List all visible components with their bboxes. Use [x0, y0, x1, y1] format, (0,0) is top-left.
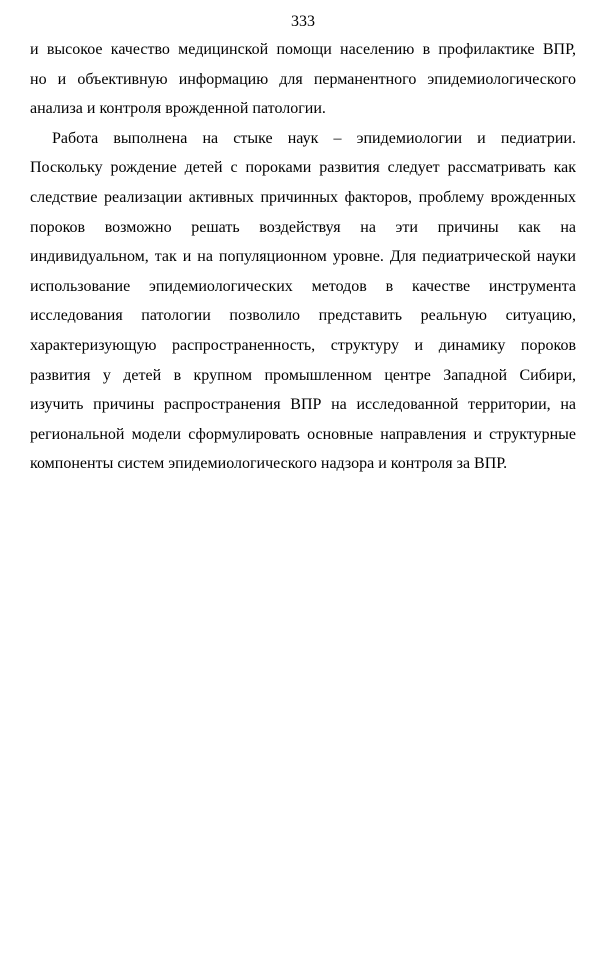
text-line: компоненты систем эпидемиологического надзора и контроля за ВПР.: [30, 455, 508, 473]
text-line: пороков возможно решать воздействуя на эти причины как на: [30, 218, 576, 236]
text-line: следствие реализации активных причинных факторов, проблему врожденных: [30, 188, 576, 206]
page-number: 333: [291, 13, 315, 30]
text-line: характеризующую распространенность, структуру и динамику пороков: [30, 336, 576, 354]
text-line: и высокое качество медицинской помощи населению в профилактике ВПР,: [30, 41, 576, 58]
paragraph-1: [30, 35, 576, 124]
text-line: использование эпидемиологических методов в качестве инструмента: [30, 277, 576, 295]
text-line: исследования патологии позволило представить реальную ситуацию,: [30, 307, 576, 325]
text-line: анализа и контроля врожденной патологии.: [30, 100, 326, 118]
text-line: региональной модели сформулировать основные направления и структурные: [30, 425, 576, 443]
text-line: индивидуальном, так и на популяционном уровне. Для педиатрической науки: [30, 248, 576, 266]
text-line: развития у детей в крупном промышленном центре Западной Сибири,: [30, 366, 576, 384]
text-line: Работа выполнена на стыке наук – эпидемиологии и педиатрии.: [52, 129, 576, 147]
text-line: Поскольку рождение детей с пороками развития следует рассматривать как: [30, 159, 576, 177]
text-line: изучить причины распространения ВПР на исследованной территории, на: [30, 396, 576, 414]
text-line: но и объективную информацию для перманентного эпидемиологического: [30, 70, 576, 88]
document-body: [30, 35, 576, 479]
paragraph-2: [30, 124, 576, 479]
